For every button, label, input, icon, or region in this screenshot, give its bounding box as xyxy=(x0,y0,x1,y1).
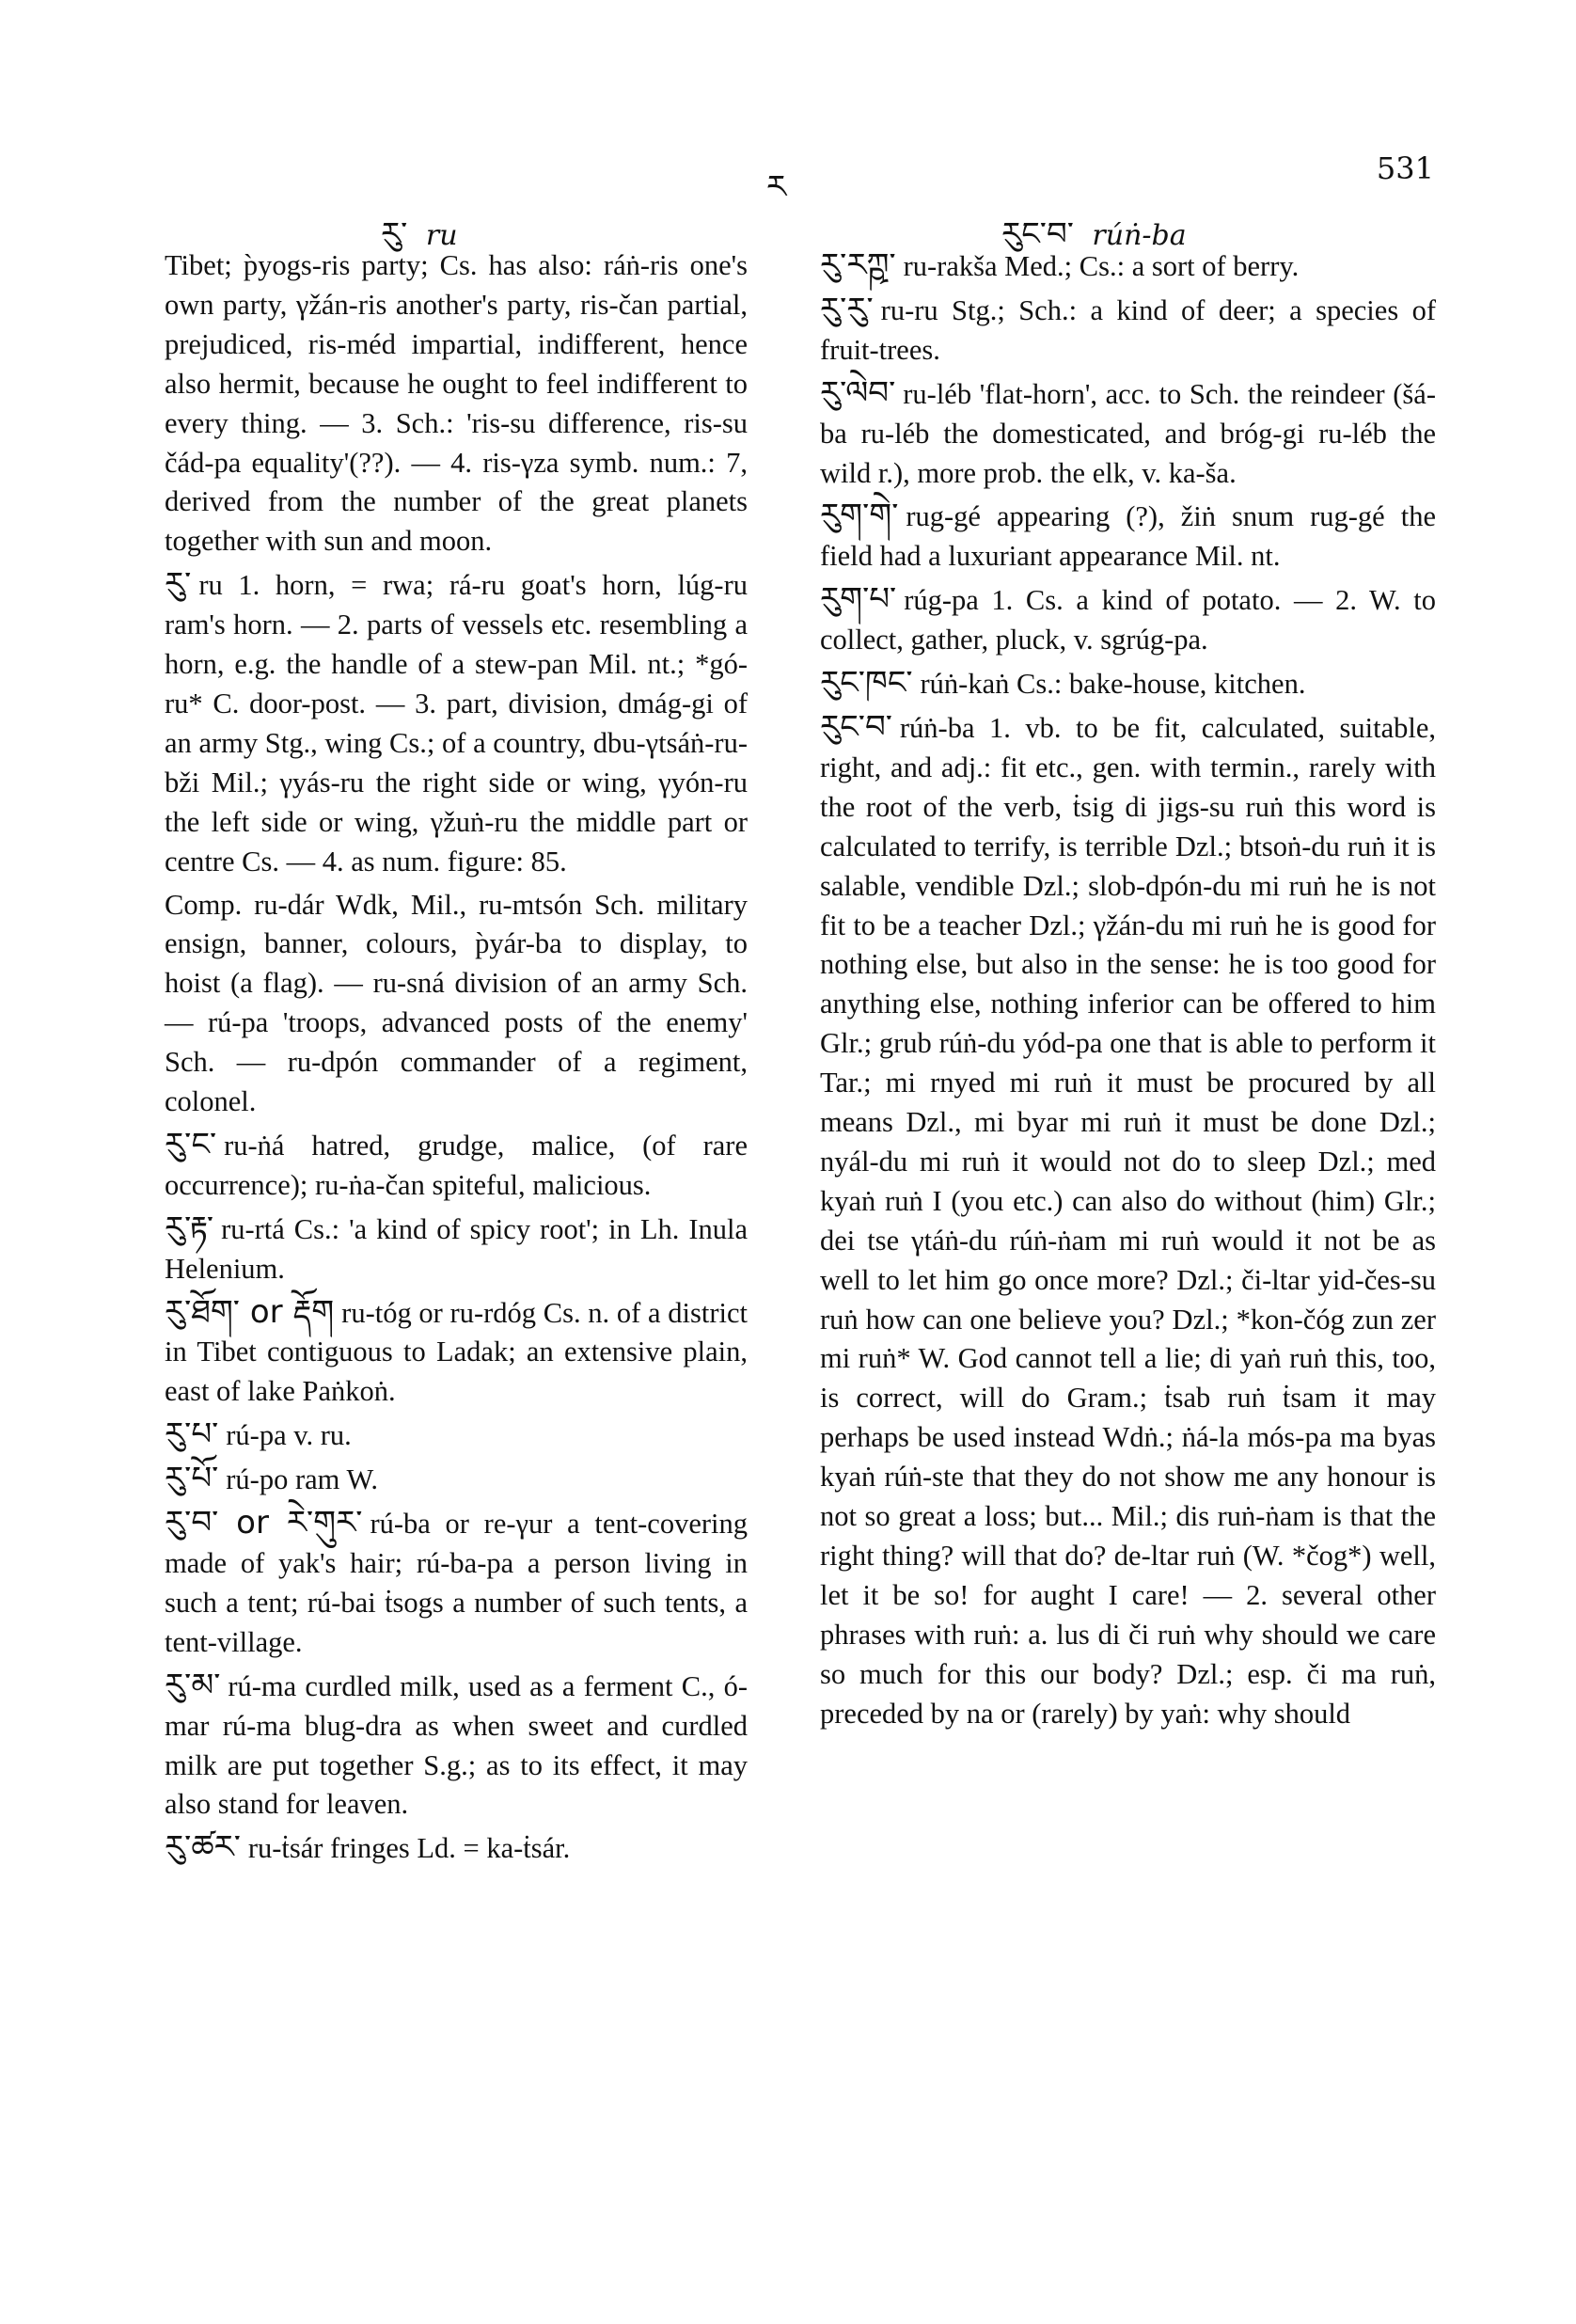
entry-tibetan: རུ་མ་ xyxy=(165,1666,221,1704)
entry-ru-po xyxy=(165,1460,748,1500)
left-column xyxy=(165,246,748,1873)
entry-ru-horn xyxy=(165,565,748,881)
page-number: 531 xyxy=(1376,150,1434,186)
entry-text: ru-ṅá hatred, grudge, malice, (of rare occurrence); ru-ṅa-čan spiteful, malicious. xyxy=(165,1129,748,1201)
entry-ru-leb xyxy=(820,374,1436,494)
entry-tibetan: རུག་གེ་ xyxy=(820,497,899,535)
entry-tibetan: རུ་ཚར་ xyxy=(165,1828,241,1867)
entry-text: ru-rakša Med.; Cs.: a sort of berry. xyxy=(903,250,1300,282)
entry-rug-pa xyxy=(820,580,1436,660)
left-head-tibetan: རུ་ xyxy=(381,215,408,253)
entry-rug-ge xyxy=(820,497,1436,577)
entry-text: ru-ru Stg.; Sch.: a kind of deer; a species of fruit-trees. xyxy=(820,293,1436,366)
entry-tibetan: རུ་རྟ་ xyxy=(165,1209,214,1247)
entry-text: Tibet; p̀yogs-ris party; Cs. has also: ráṅ-ris one's own party, γžán-ris another's party, ris-čan partial, prejudiced, ris-méd impartial, indifferent, hence also hermit, because he ought to feel indifferent to every thing. — 3. Sch.: 'ris-su difference, ris-su čád-pa equality'(??). — 4. ris-γza symb. num.: 7, derived from the number of the great planets together with sun and moon. xyxy=(165,249,748,558)
entry-run-ba xyxy=(820,708,1436,1734)
entry-tibetan: རུ་ང་ xyxy=(165,1125,217,1163)
entry-tibetan: རུ་ལེབ་ xyxy=(820,373,896,412)
right-column xyxy=(820,246,1436,1738)
entry-text: ru-léb 'flat-horn', acc. to Sch. the reindeer (šá-ba ru-léb the domesticated, and bróg-gi ru-léb the wild r.), more prob. the elk, v. ka-ša. xyxy=(820,377,1436,489)
entry-text: rú-ma curdled milk, used as a ferment C., ó-mar rú-ma blug-dra as when sweet and curdled milk are put together S.g.; as to its effect, it may also stand for leaven. xyxy=(165,1669,748,1821)
entry-ru-pa xyxy=(165,1415,748,1456)
entry-ru-ma xyxy=(165,1667,748,1826)
entry-ru-rta xyxy=(165,1209,748,1289)
entry-ru-nga xyxy=(165,1126,748,1206)
entry-text: rú-pa v. ru. xyxy=(226,1419,352,1452)
entry-tibetan: རུ་པ་ xyxy=(165,1415,219,1454)
entry-text: ru 1. horn, = rwa; rá-ru goat's horn, lúg-ru ram's horn. — 2. parts of vessels etc. resembling a horn, e.g. the handle of a stew-pan Mil. nt.; *gó-ru* C. door-post. — 3. part, division, dmág-gi of an army Stg., wing Cs.; of a country, dbu-γtsáṅ-ru-bži Mil.; γyás-ru the right side or wing, γyón-ru the left side or wing, γžuṅ-ru the middle part or centre Cs. — 4. as num. figure: 85. xyxy=(165,569,748,877)
entry-ru-tog xyxy=(165,1293,748,1413)
left-head-word: ru xyxy=(425,219,458,252)
entry-text: rúṅ-ba 1. vb. to be fit, calculated, suitable, right, and adj.: fit etc., gen. with termin., rarely with the root of the verb, ṫsig di jigs-su ruṅ this word is calculated to terrify, is terrible Dzl.; btsoṅ-du ruṅ it is salable, vendible Dzl.; slob-dpón-du mi ruṅ he is not fit to be a teacher Dzl.; γžán-du mi ruṅ he is good for nothing else, but also in the sense: he is too good for anything else, nothing inferior can be offered to him Glr.; grub rúṅ-du yód-pa one that is able to perform it Tar.; mi rnyed mi ruṅ it must be procured by all means Dzl., mi byar mi ruṅ it must be done Dzl.; nyál-du mi ruṅ it would not do to sleep Dzl.; med kyaṅ ruṅ I (you etc.) can also do without (him) Glr.; dei tse γtáṅ-du rúṅ-ṅam mi ruṅ would it not be as well to let him go once more? Dzl.; či-ltar yid-čes-su ruṅ how can one believe you? Dzl.; *kon-čóg zun zer mi ruṅ* W. God cannot tell a lie; di yaṅ ruṅ this, too, is correct, will do Gram.; ṫsab ruṅ ṫsam it may perhaps be used instead Wdṅ.; ṅá-la mós-pa ma byas kyaṅ rúṅ-ste that they do not show me any honour is not so great a loss; but... Mil.; dis ruṅ-ṅam is that the right thing? will that do? de-ltar ruṅ (W. *čog*) well, let it be so! for aught I care! — 2. several other phrases with ruṅ: a. lus di či ruṅ why should we care so much for this our body? Dzl.; esp. či ma ruṅ, preceded by na or (rarely) by yaṅ: why should xyxy=(820,711,1436,1730)
entry-text: rú-ba or re-γur a tent-covering made of yak's hair; rú-ba-pa a person living in such a tent; rú-bai ṫsogs a number of such tents, a tent-village. xyxy=(165,1508,748,1658)
right-head-tibetan: རུང་བ་ xyxy=(1001,215,1074,253)
entry-ru-tsar xyxy=(165,1828,748,1869)
entry-tibet-party xyxy=(165,246,748,561)
right-head-word: rúṅ-ba xyxy=(1092,219,1187,252)
entry-ru-ru xyxy=(820,291,1436,371)
entry-ru-raksa xyxy=(820,246,1436,287)
entry-tibetan: རུ་རུ་ xyxy=(820,290,874,328)
entry-text: ru-ṫsár fringes Ld. = ka-ṫsár. xyxy=(247,1832,571,1865)
entry-tibetan: རུག་པ་ xyxy=(820,580,897,619)
entry-text: rú-po ram W. xyxy=(226,1463,379,1496)
entry-text: rúg-pa 1. Cs. a kind of potato. — 2. W. to collect, gather, pluck, v. sgrúg-pa. xyxy=(820,584,1436,656)
entry-text: ru-tóg or ru-rdóg Cs. n. of a district in Tibet contiguous to Ladak; an extensive plain, east of lake Paṅkoṅ. xyxy=(165,1296,749,1408)
entry-tibetan: རུ་ xyxy=(165,565,192,604)
entry-run-kan xyxy=(820,664,1436,704)
entry-tibetan: རུ་བ་ or རེ་གུར་ xyxy=(165,1504,363,1542)
entry-tibetan: རུ་པོ་ xyxy=(165,1460,219,1498)
entry-tibetan: རུ་རཀྵ་ xyxy=(820,246,896,284)
section-letter: ར xyxy=(766,168,787,206)
entry-text: Comp. ru-dár Wdk, Mil., ru-mtsón Sch. military ensign, banner, colours, p̀yár-ba to display, to hoist (a flag). — ru-sná division of an army Sch. — rú-pa 'troops, advanced posts of the enemy' Sch. — ru-dpón commander of a regiment, colonel. xyxy=(165,888,748,1118)
entry-ru-ba-tent xyxy=(165,1504,748,1663)
entry-tibetan: རུང་བ་ xyxy=(820,707,892,746)
page-header xyxy=(165,150,1434,253)
entry-tibetan: རུང་ཁང་ xyxy=(820,664,913,703)
entry-text: ru-rtá Cs.: 'a kind of spicy root'; in Lh. Inula Helenium. xyxy=(165,1212,748,1285)
entry-tibetan: རུ་ཐོག་ or རྡོག xyxy=(165,1292,335,1331)
entry-text: rug-gé appearing (?), žiṅ snum rug-gé the field had a luxuriant appearance Mil. nt. xyxy=(820,500,1436,573)
entry-text: rúṅ-kaṅ Cs.: bake-house, kitchen. xyxy=(920,668,1306,701)
entry-ru-compounds xyxy=(165,886,748,1122)
